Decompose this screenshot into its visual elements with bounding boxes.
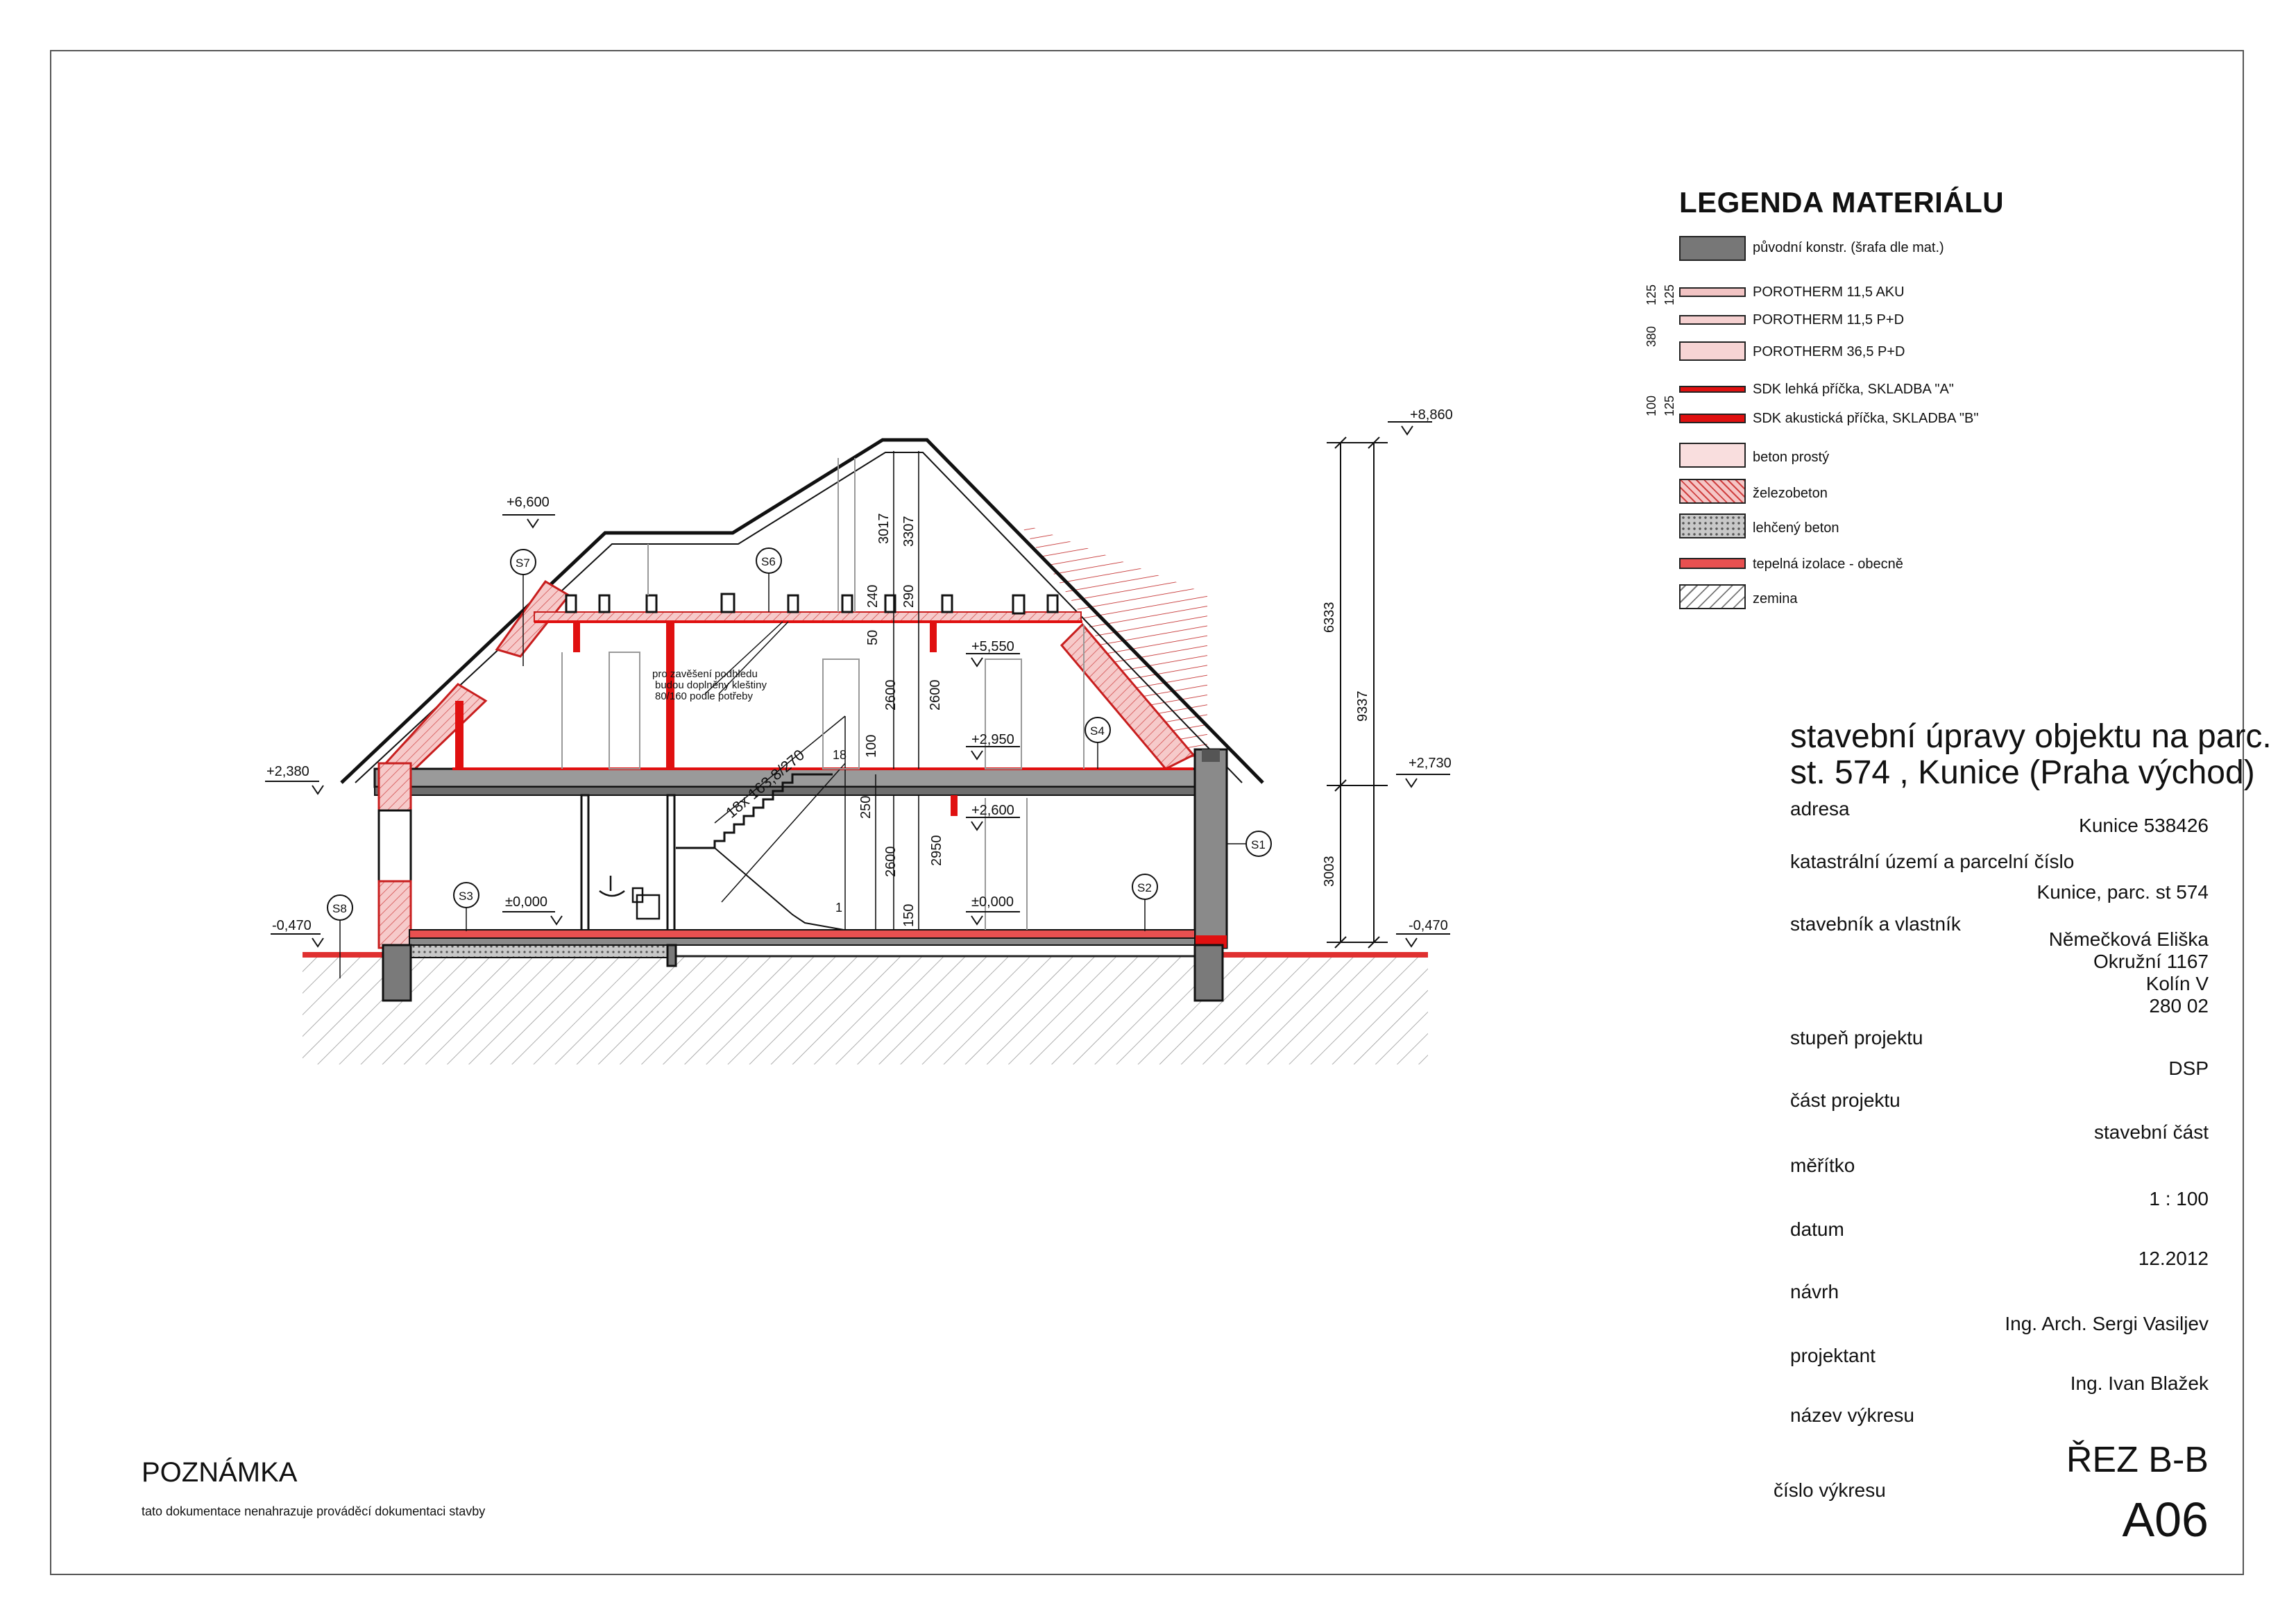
- tag-s3: S3: [459, 890, 473, 903]
- owner-line-1: Němečková Eliška: [2048, 928, 2209, 950]
- project-title-2: st. 574 , Kunice (Praha východ): [1790, 754, 2255, 791]
- design-value: Ing. Arch. Sergi Vasiljev: [2005, 1313, 2209, 1334]
- note-ceiling-line-1: pro zavěšení podhledu: [652, 668, 758, 680]
- legend-label: SDK lehká příčka, SKLADBA "A": [1753, 382, 1954, 397]
- wc-fixtures: [599, 876, 659, 919]
- legend-label: beton prostý: [1753, 450, 1830, 465]
- note-ceiling-line-2: budou doplněny kleštiny: [655, 679, 767, 691]
- legend-label: lehčený beton: [1753, 520, 1839, 536]
- project-title-1: stavební úpravy objektu na parc.: [1790, 718, 2272, 755]
- stage-label: stupeň projektu: [1790, 1027, 1923, 1048]
- note-ceiling-line-3: 80/160 podle potřeby: [655, 690, 753, 702]
- tag-s7: S7: [516, 556, 530, 570]
- stair-step-bottom: 1: [835, 901, 843, 915]
- ground: [303, 952, 1428, 1064]
- level-ceiling-lower: +2,600: [971, 803, 1014, 818]
- legend-label: zemina: [1753, 591, 1798, 606]
- note-title: POZNÁMKA: [142, 1457, 298, 1488]
- dim-total: 9337: [1355, 690, 1370, 722]
- legend-label: POROTHERM 11,5 AKU: [1753, 284, 1905, 300]
- drawing-number-label: číslo výkresu: [1774, 1479, 1886, 1501]
- legend-label: POROTHERM 11,5 P+D: [1753, 312, 1905, 328]
- level-ridge: +8,860: [1410, 407, 1453, 423]
- drawing-name-label: název výkresu: [1790, 1404, 1914, 1426]
- stage-value: DSP: [2168, 1057, 2209, 1079]
- tag-s1: S1: [1251, 838, 1266, 851]
- dim-upper: 6333: [1322, 602, 1337, 633]
- ground-floor-slab: [409, 930, 1195, 958]
- scale-label: měřítko: [1790, 1155, 1855, 1176]
- dim-upper-h2: 2600: [928, 679, 943, 711]
- dim-upper-h1: 2600: [883, 679, 899, 711]
- legend-swatch: [1679, 558, 1746, 569]
- designer-label: projektant: [1790, 1345, 1876, 1366]
- legend-thickness-2: 125: [1663, 284, 1676, 305]
- dim-290: 290: [901, 584, 917, 608]
- interior-lines: [562, 458, 1084, 930]
- level-eave-right: +2,730: [1409, 756, 1452, 771]
- cadastre-label: katastrální území a parcelní číslo: [1790, 851, 2075, 872]
- legend-swatch: [1679, 386, 1746, 393]
- legend-thickness-5: 125: [1663, 395, 1676, 416]
- owner-line-2: Okružní 1167: [2093, 951, 2209, 972]
- level-terrain-right: -0,470: [1409, 918, 1448, 933]
- legend-label: původní konstr. (šrafa dle mat.): [1753, 240, 1944, 255]
- level-terrain-left: -0,470: [272, 918, 312, 933]
- stair: [676, 716, 845, 930]
- legend-title: LEGENDA MATERIÁLU: [1679, 186, 2005, 219]
- tag-s8: S8: [332, 902, 347, 915]
- dim-250: 250: [858, 795, 874, 819]
- level-upper-floor: +2,950: [971, 732, 1014, 747]
- dim-150: 150: [901, 903, 917, 927]
- owner-line-3: Kolín V: [2145, 973, 2209, 994]
- legend-label: POROTHERM 36,5 P+D: [1753, 344, 1905, 359]
- dim-attic-a: 3017: [876, 513, 892, 544]
- drawing-name-value: ŘEZ B-B: [2066, 1440, 2209, 1480]
- level-ceiling-upper: +5,550: [971, 639, 1014, 654]
- legend-swatch: [1679, 236, 1746, 261]
- legend-thickness-3: 380: [1644, 325, 1658, 347]
- dim-50: 50: [865, 629, 881, 645]
- date-value: 12.2012: [2138, 1248, 2209, 1269]
- dim-lower: 3003: [1322, 856, 1337, 887]
- tag-s6: S6: [761, 555, 776, 568]
- part-label: část projektu: [1790, 1089, 1900, 1111]
- dim-lower-h2: 2950: [929, 835, 944, 866]
- dim-100: 100: [864, 734, 879, 758]
- legend-thickness-4: 100: [1644, 395, 1658, 416]
- owner-line-4: 280 02: [2149, 995, 2209, 1017]
- legend-label: železobeton: [1753, 486, 1828, 501]
- legend-swatch: [1679, 287, 1746, 297]
- upper-floor-slab: [375, 769, 1224, 795]
- legend-swatch: [1679, 414, 1746, 423]
- tag-s4: S4: [1090, 724, 1105, 738]
- part-value: stavební část: [2094, 1121, 2209, 1143]
- legend-thickness-1: 125: [1644, 284, 1658, 305]
- level-ground-floor: ±0,000: [505, 894, 548, 910]
- legend-swatch: [1679, 341, 1746, 361]
- level-markers: [265, 422, 1450, 946]
- stair-step-top: 18: [833, 748, 847, 762]
- drawing-number-value: A06: [2122, 1493, 2209, 1547]
- legend-swatch: [1679, 513, 1746, 538]
- cadastre-value: Kunice, parc. st 574: [2036, 881, 2209, 903]
- legend-swatch: [1679, 443, 1746, 468]
- legend-swatch: [1679, 584, 1746, 609]
- level-eave-left: +2,380: [266, 764, 309, 779]
- tag-s2: S2: [1137, 881, 1152, 894]
- date-label: datum: [1790, 1218, 1844, 1240]
- legend-label: SDK akustická příčka, SKLADBA "B": [1753, 411, 1979, 426]
- dim-240: 240: [865, 584, 881, 608]
- legend-swatch: [1679, 315, 1746, 325]
- dim-attic-b: 3307: [901, 516, 917, 547]
- address-value: Kunice 538426: [2079, 815, 2209, 836]
- owner-label: stavebník a vlastník: [1790, 913, 1961, 935]
- attic-slab: [534, 594, 1082, 622]
- dim-lower-h1: 2600: [883, 846, 899, 877]
- legend-label: tepelná izolace - obecně: [1753, 556, 1903, 572]
- level-attic-floor: +6,600: [507, 495, 550, 510]
- address-label: adresa: [1790, 798, 1850, 819]
- designer-value: Ing. Ivan Blažek: [2070, 1373, 2209, 1394]
- legend-swatch: [1679, 479, 1746, 504]
- level-ground-floor-2: ±0,000: [971, 894, 1014, 910]
- stair-label: 18x 163,8/270: [722, 746, 808, 822]
- scale-value: 1 : 100: [2149, 1188, 2209, 1209]
- design-label: návrh: [1790, 1281, 1839, 1302]
- note-text: tato dokumentace nenahrazuje prováděcí dokumentaci stavby: [142, 1504, 486, 1518]
